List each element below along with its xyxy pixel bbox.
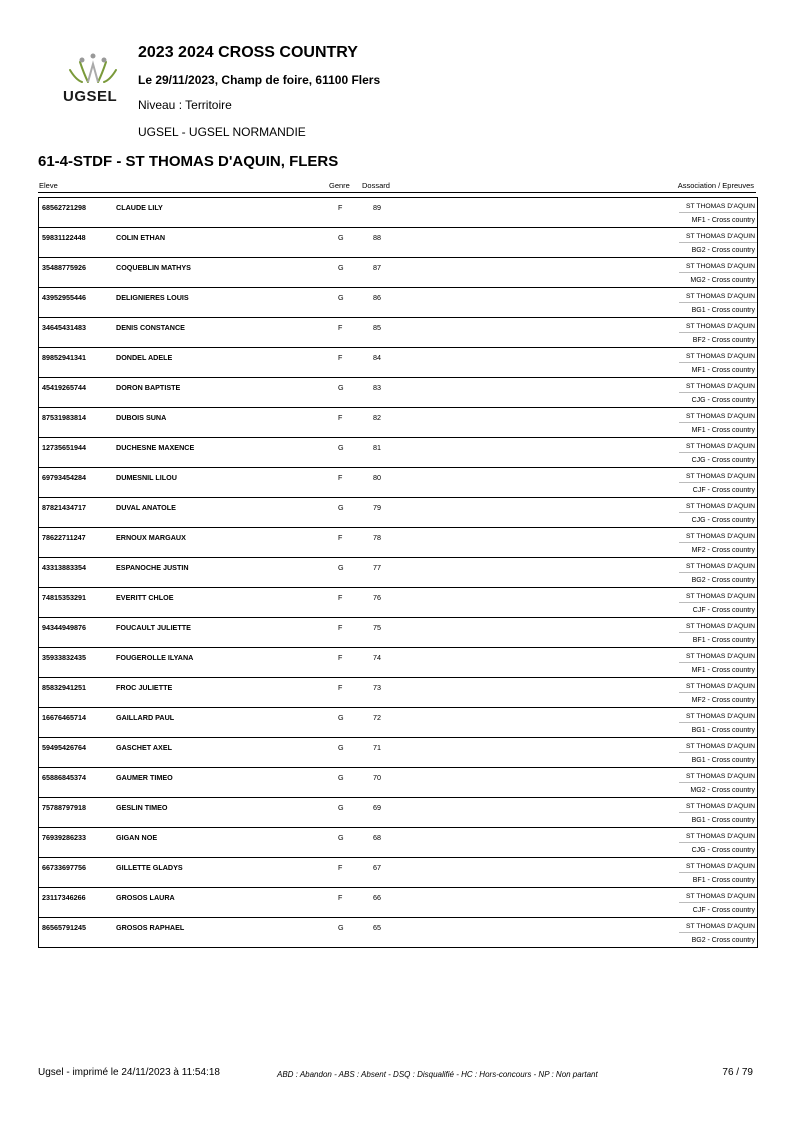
athlete-id: 74815353291 <box>42 593 86 602</box>
athlete-genre: F <box>338 533 343 542</box>
event-level: Niveau : Territoire <box>138 98 232 112</box>
athlete-id: 65886845374 <box>42 773 86 782</box>
athlete-genre: G <box>338 293 344 302</box>
table-row <box>39 227 757 257</box>
athlete-epreuve: BG1 - Cross country <box>691 307 755 314</box>
athlete-genre: G <box>338 803 344 812</box>
athlete-epreuve: CJF - Cross country <box>692 487 755 494</box>
athlete-genre: G <box>338 923 344 932</box>
athlete-dossard: 83 <box>373 383 381 392</box>
athlete-id: 23117346266 <box>42 893 86 902</box>
athlete-dossard: 80 <box>373 473 381 482</box>
table-row <box>39 857 757 887</box>
athlete-id: 87531983814 <box>42 413 86 422</box>
athlete-association: ST THOMAS D'AQUIN <box>685 803 755 810</box>
athlete-association: ST THOMAS D'AQUIN <box>685 503 755 510</box>
athlete-id: 69793454284 <box>42 473 86 482</box>
cell-divider <box>679 362 757 363</box>
athlete-name: GILLETTE GLADYS <box>116 863 183 872</box>
athlete-name: GESLIN TIMEO <box>116 803 168 812</box>
athlete-dossard: 79 <box>373 503 381 512</box>
cell-divider <box>679 632 757 633</box>
cell-divider <box>679 722 757 723</box>
athlete-association: ST THOMAS D'AQUIN <box>685 203 755 210</box>
athlete-association: ST THOMAS D'AQUIN <box>685 893 755 900</box>
athlete-dossard: 73 <box>373 683 381 692</box>
athlete-genre: F <box>338 413 343 422</box>
athlete-genre: F <box>338 203 343 212</box>
cell-divider <box>679 242 757 243</box>
cell-divider <box>679 422 757 423</box>
table-row <box>39 767 757 797</box>
cell-divider <box>679 662 757 663</box>
athlete-dossard: 69 <box>373 803 381 812</box>
athlete-id: 43313883354 <box>42 563 86 572</box>
athlete-genre: F <box>338 653 343 662</box>
athlete-genre: G <box>338 233 344 242</box>
athlete-name: GROSOS RAPHAEL <box>116 923 185 932</box>
cell-divider <box>679 272 757 273</box>
footer-page: 76 / 79 <box>722 1067 753 1078</box>
athlete-dossard: 78 <box>373 533 381 542</box>
athlete-dossard: 72 <box>373 713 381 722</box>
table-row <box>39 197 757 227</box>
athlete-genre: G <box>338 563 344 572</box>
table-row <box>39 497 757 527</box>
athlete-id: 45419265744 <box>42 383 86 392</box>
col-genre: Genre <box>329 181 350 190</box>
athlete-dossard: 70 <box>373 773 381 782</box>
athlete-genre: F <box>338 473 343 482</box>
athlete-id: 43952955446 <box>42 293 86 302</box>
athlete-name: ESPANOCHE JUSTIN <box>116 563 189 572</box>
cell-divider <box>679 332 757 333</box>
athlete-name: DUMESNIL LILOU <box>116 473 177 482</box>
athlete-association: ST THOMAS D'AQUIN <box>685 563 755 570</box>
cell-divider <box>679 512 757 513</box>
athlete-genre: G <box>338 713 344 722</box>
event-organisation: UGSEL - UGSEL NORMANDIE <box>138 125 306 139</box>
cell-divider <box>679 452 757 453</box>
athlete-name: FROC JULIETTE <box>116 683 173 692</box>
athlete-association: ST THOMAS D'AQUIN <box>685 593 755 600</box>
athlete-association: ST THOMAS D'AQUIN <box>685 863 755 870</box>
athlete-association: ST THOMAS D'AQUIN <box>685 653 755 660</box>
athlete-epreuve: MF1 - Cross country <box>691 367 755 374</box>
athlete-genre: G <box>338 503 344 512</box>
table-row <box>39 407 757 437</box>
athlete-association: ST THOMAS D'AQUIN <box>685 683 755 690</box>
athlete-name: GROSOS LAURA <box>116 893 175 902</box>
athlete-association: ST THOMAS D'AQUIN <box>685 293 755 300</box>
athlete-id: 35488775926 <box>42 263 86 272</box>
athlete-genre: F <box>338 683 343 692</box>
athlete-association: ST THOMAS D'AQUIN <box>685 713 755 720</box>
athlete-id: 78622711247 <box>42 533 86 542</box>
athlete-name: ERNOUX MARGAUX <box>116 533 186 542</box>
athlete-epreuve: CJG - Cross country <box>691 397 755 404</box>
table-row <box>39 377 757 407</box>
athlete-name: DUVAL ANATOLE <box>116 503 176 512</box>
athlete-name: DUCHESNE MAXENCE <box>116 443 195 452</box>
athlete-dossard: 66 <box>373 893 381 902</box>
athlete-dossard: 89 <box>373 203 381 212</box>
athlete-epreuve: BF2 - Cross country <box>692 337 755 344</box>
athlete-genre: G <box>338 833 344 842</box>
athlete-epreuve: CJF - Cross country <box>692 907 755 914</box>
table-row <box>39 887 757 917</box>
cell-divider <box>679 872 757 873</box>
athlete-id: 94344949876 <box>42 623 86 632</box>
athlete-epreuve: CJF - Cross country <box>692 607 755 614</box>
athlete-association: ST THOMAS D'AQUIN <box>685 773 755 780</box>
athlete-epreuve: BG1 - Cross country <box>691 727 755 734</box>
cell-divider <box>679 752 757 753</box>
table-row <box>39 587 757 617</box>
athlete-epreuve: MF1 - Cross country <box>691 217 755 224</box>
athlete-id: 12735651944 <box>42 443 86 452</box>
cell-divider <box>679 542 757 543</box>
athlete-name: DELIGNIERES LOUIS <box>116 293 189 302</box>
athlete-id: 35933832435 <box>42 653 86 662</box>
table-row <box>39 467 757 497</box>
athlete-genre: G <box>338 773 344 782</box>
athlete-epreuve: CJG - Cross country <box>691 457 755 464</box>
event-date-place: Le 29/11/2023, Champ de foire, 61100 Flers <box>138 73 381 87</box>
athlete-genre: F <box>338 323 343 332</box>
athlete-dossard: 71 <box>373 743 381 752</box>
athlete-id: 76939286233 <box>42 833 86 842</box>
athlete-association: ST THOMAS D'AQUIN <box>685 263 755 270</box>
athlete-genre: F <box>338 353 343 362</box>
athlete-epreuve: BG1 - Cross country <box>691 757 755 764</box>
athlete-genre: G <box>338 263 344 272</box>
athlete-dossard: 67 <box>373 863 381 872</box>
table-row <box>39 527 757 557</box>
athlete-dossard: 85 <box>373 323 381 332</box>
athlete-name: FOUGEROLLE ILYANA <box>116 653 194 662</box>
logo-text: UGSEL <box>63 88 118 105</box>
athlete-epreuve: MF1 - Cross country <box>691 667 755 674</box>
athlete-association: ST THOMAS D'AQUIN <box>685 833 755 840</box>
athlete-name: GAILLARD PAUL <box>116 713 175 722</box>
athlete-name: DONDEL ADELE <box>116 353 173 362</box>
table-row <box>39 287 757 317</box>
table-row <box>39 827 757 857</box>
athlete-genre: F <box>338 623 343 632</box>
athlete-epreuve: MF2 - Cross country <box>691 697 755 704</box>
athlete-name: DUBOIS SUNA <box>116 413 167 422</box>
athlete-genre: F <box>338 893 343 902</box>
athlete-id: 68562721298 <box>42 203 86 212</box>
table-row <box>39 677 757 707</box>
athlete-name: EVERITT CHLOE <box>116 593 174 602</box>
cell-divider <box>679 902 757 903</box>
athlete-id: 16676465714 <box>42 713 86 722</box>
athlete-id: 75788797918 <box>42 803 86 812</box>
athlete-dossard: 77 <box>373 563 381 572</box>
athlete-name: COQUEBLIN MATHYS <box>116 263 191 272</box>
athlete-dossard: 84 <box>373 353 381 362</box>
athlete-association: ST THOMAS D'AQUIN <box>685 623 755 630</box>
cell-divider <box>679 482 757 483</box>
athlete-association: ST THOMAS D'AQUIN <box>685 473 755 480</box>
entries-table <box>38 197 758 948</box>
footer-printed: Ugsel - imprimé le 24/11/2023 à 11:54:18 <box>38 1067 220 1078</box>
athlete-epreuve: BG2 - Cross country <box>691 577 755 584</box>
table-row <box>39 557 757 587</box>
cell-divider <box>679 782 757 783</box>
table-row <box>39 437 757 467</box>
athlete-epreuve: CJG - Cross country <box>691 847 755 854</box>
col-association: Association / Epreuves <box>677 181 754 190</box>
cell-divider <box>679 302 757 303</box>
section-title: 61-4-STDF - ST THOMAS D'AQUIN, FLERS <box>38 153 339 170</box>
athlete-name: GIGAN NOE <box>116 833 158 842</box>
athlete-dossard: 68 <box>373 833 381 842</box>
athlete-association: ST THOMAS D'AQUIN <box>685 233 755 240</box>
athlete-genre: G <box>338 743 344 752</box>
athlete-association: ST THOMAS D'AQUIN <box>685 353 755 360</box>
col-eleve: Eleve <box>39 181 58 190</box>
athlete-dossard: 81 <box>373 443 381 452</box>
athlete-epreuve: BF1 - Cross country <box>692 877 755 884</box>
athlete-epreuve: BG2 - Cross country <box>691 937 755 944</box>
athlete-id: 89852941341 <box>42 353 86 362</box>
athlete-genre: F <box>338 863 343 872</box>
table-row <box>39 317 757 347</box>
athlete-name: GASCHET AXEL <box>116 743 173 752</box>
cell-divider <box>679 932 757 933</box>
athlete-epreuve: BG2 - Cross country <box>691 247 755 254</box>
athlete-epreuve: MF1 - Cross country <box>691 427 755 434</box>
athlete-dossard: 86 <box>373 293 381 302</box>
athlete-dossard: 88 <box>373 233 381 242</box>
athlete-dossard: 82 <box>373 413 381 422</box>
cell-divider <box>679 842 757 843</box>
athlete-epreuve: MG2 - Cross country <box>690 787 755 794</box>
table-row <box>39 797 757 827</box>
athlete-epreuve: BF1 - Cross country <box>692 637 755 644</box>
athlete-epreuve: MF2 - Cross country <box>691 547 755 554</box>
athlete-id: 66733697756 <box>42 863 86 872</box>
table-row <box>39 707 757 737</box>
athlete-association: ST THOMAS D'AQUIN <box>685 383 755 390</box>
athlete-name: DORON BAPTISTE <box>116 383 181 392</box>
athlete-association: ST THOMAS D'AQUIN <box>685 323 755 330</box>
event-title: 2023 2024 CROSS COUNTRY <box>138 44 358 61</box>
athlete-id: 59495426764 <box>42 743 86 752</box>
table-row <box>39 647 757 677</box>
cell-divider <box>679 572 757 573</box>
athlete-dossard: 74 <box>373 653 381 662</box>
athlete-id: 34645431483 <box>42 323 86 332</box>
athlete-epreuve: MG2 - Cross country <box>690 277 755 284</box>
athlete-association: ST THOMAS D'AQUIN <box>685 533 755 540</box>
cell-divider <box>679 602 757 603</box>
athlete-name: CLAUDE LILY <box>116 203 163 212</box>
table-row <box>39 347 757 377</box>
athlete-id: 85832941251 <box>42 683 86 692</box>
table-row <box>39 737 757 767</box>
athlete-id: 87821434717 <box>42 503 86 512</box>
athlete-dossard: 75 <box>373 623 381 632</box>
table-row <box>39 257 757 287</box>
athlete-epreuve: BG1 - Cross country <box>691 817 755 824</box>
header-rule <box>38 192 756 193</box>
athlete-name: GAUMER TIMEO <box>116 773 173 782</box>
athlete-genre: F <box>338 593 343 602</box>
cell-divider <box>679 392 757 393</box>
athlete-association: ST THOMAS D'AQUIN <box>685 413 755 420</box>
athlete-association: ST THOMAS D'AQUIN <box>685 923 755 930</box>
athlete-id: 59831122448 <box>42 233 86 242</box>
athlete-id: 86565791245 <box>42 923 86 932</box>
col-dossard: Dossard <box>362 181 390 190</box>
athlete-association: ST THOMAS D'AQUIN <box>685 443 755 450</box>
cell-divider <box>679 212 757 213</box>
athlete-genre: G <box>338 443 344 452</box>
table-row <box>39 617 757 647</box>
table-row <box>39 917 757 947</box>
athlete-dossard: 65 <box>373 923 381 932</box>
cell-divider <box>679 692 757 693</box>
athlete-epreuve: CJG - Cross country <box>691 517 755 524</box>
athlete-dossard: 76 <box>373 593 381 602</box>
athlete-association: ST THOMAS D'AQUIN <box>685 743 755 750</box>
cell-divider <box>679 812 757 813</box>
athlete-name: DENIS CONSTANCE <box>116 323 185 332</box>
athlete-genre: G <box>338 383 344 392</box>
athlete-name: FOUCAULT JULIETTE <box>116 623 191 632</box>
athlete-dossard: 87 <box>373 263 381 272</box>
athlete-name: COLIN ETHAN <box>116 233 166 242</box>
footer-legend: ABD : Abandon - ABS : Absent - DSQ : Disqualifié - HC : Hors-concours - NP : Non partant <box>277 1070 598 1079</box>
